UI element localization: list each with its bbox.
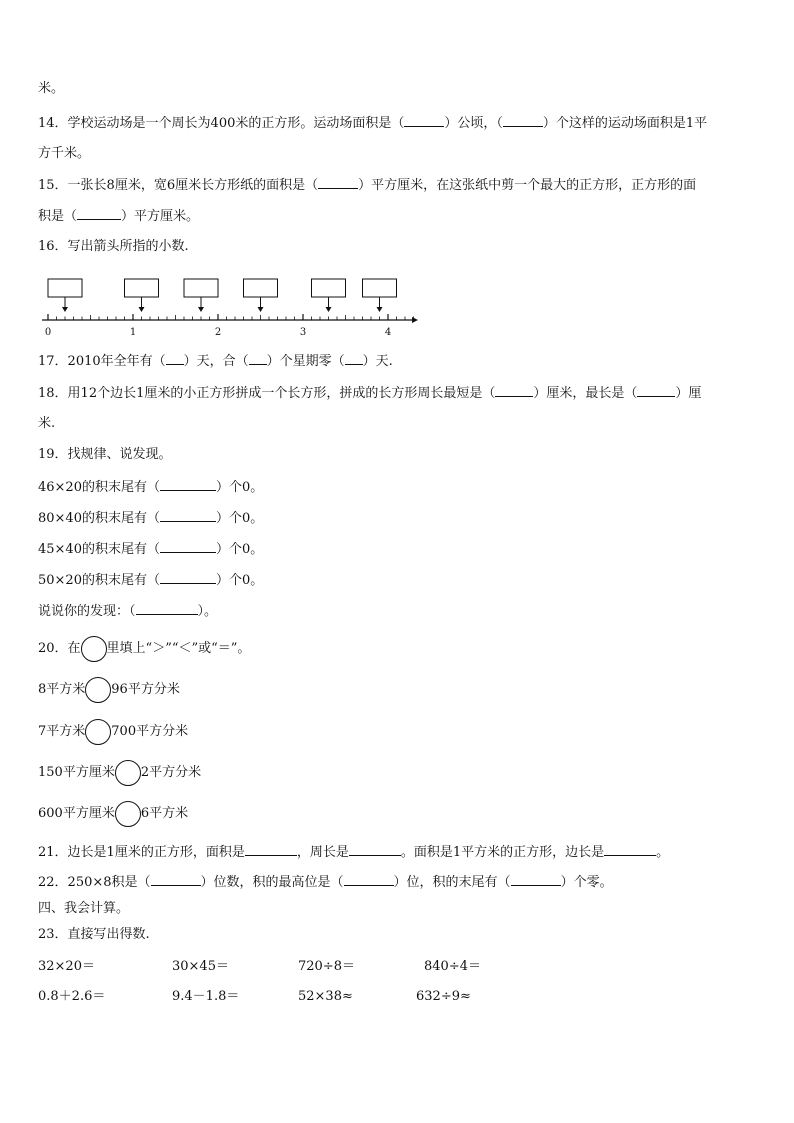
question-17: 17．2010年全年有（ ）天，合（ ）个星期零（ ）天. [38,354,393,369]
answer-blank[interactable] [404,114,444,127]
answer-blank[interactable] [245,843,297,856]
question-23: 23．直接写出得数. [38,927,150,942]
compare-row-3: 150平方厘米 2平方分米 [38,764,201,782]
tick-label: 2 [214,327,222,338]
question-14-cont: 方千米。 [38,146,91,161]
answer-blank[interactable] [318,176,358,189]
tick-labels [45,327,391,338]
answer-blank[interactable] [349,843,401,856]
number-line-figure [40,272,420,340]
tick-marks [48,314,414,320]
answer-box-with-arrow[interactable] [312,279,346,312]
answer-blank[interactable] [160,509,216,522]
tick-label: 3 [299,327,307,338]
answer-blank[interactable] [136,602,198,615]
question-19-row-4: 50×20的积末尾有（ ）个0。 [38,573,264,588]
question-14: 14．学校运动场是一个周长为400米的正方形。运动场面积是（ ）公顷，（ ）个这样的运动场面积是1平 [38,116,708,131]
question-19: 19．找规律、说发现。 [38,447,172,462]
question-15-cont: 积是（ ）平方厘米。 [38,209,200,224]
question-16: 16．写出箭头所指的小数. [38,239,189,254]
answer-box [244,279,278,297]
question-19-row-2: 80×40的积末尾有（ ）个0。 [38,511,264,526]
answer-blank[interactable] [160,571,216,584]
calc-item: 52×38≈ [298,989,353,1004]
compare-circle[interactable] [81,636,107,662]
arrow-down-icon [62,307,68,312]
tick-label: 4 [384,327,392,338]
compare-circle[interactable] [115,760,141,786]
compare-row-2: 7平方米 700平方分米 [38,723,188,741]
answer-blank[interactable] [511,873,561,886]
compare-circle[interactable] [115,801,141,827]
answer-blank[interactable] [249,352,267,365]
question-19-row-3: 45×40的积末尾有（ ）个0。 [38,542,264,557]
answer-blank[interactable] [637,384,675,397]
answer-box [125,279,159,297]
calc-item: 632÷9≈ [416,989,471,1004]
answer-blank[interactable] [604,843,656,856]
calc-item: 9.4－1.8＝ [172,989,240,1004]
answer-blank[interactable] [166,352,184,365]
arrow-down-icon [326,307,332,312]
answer-blank[interactable] [77,207,121,220]
compare-row-1: 8平方米 96平方分米 [38,681,180,699]
question-21: 21．边长是1厘米的正方形，面积是 ，周长是 。面积是1平方米的正方形，边长是 。 [38,845,670,860]
answer-blank[interactable] [160,540,216,553]
answer-blank[interactable] [160,478,216,491]
answer-blank[interactable] [151,873,201,886]
calc-item: 840÷4＝ [424,959,481,974]
answer-box [312,279,346,297]
answer-blank[interactable] [345,352,363,365]
answer-blank[interactable] [495,384,533,397]
answer-box-with-arrow[interactable] [184,279,218,312]
calc-item: 0.8＋2.6＝ [38,989,106,1004]
calc-item: 32×20＝ [38,959,95,974]
question-22: 22．250×8积是（ ）位数，积的最高位是（ ）位，积的末尾有（ ）个零。 [38,875,613,890]
answer-boxes [48,279,397,312]
axis-arrowhead [412,317,418,323]
answer-box-with-arrow[interactable] [125,279,159,312]
answer-box [48,279,82,297]
tick-label: 1 [129,327,137,338]
answer-blank[interactable] [344,873,394,886]
compare-row-4: 600平方厘米 6平方米 [38,805,188,823]
question-15: 15．一张长8厘米，宽6厘米长方形纸的面积是（ ）平方厘米，在这张纸中剪一个最大的正方形，正方形的面 [38,178,697,193]
question-20: 20．在 里填上“＞”“＜”或“＝”。 [38,640,250,658]
arrow-down-icon [139,307,145,312]
calc-item: 30×45＝ [172,959,229,974]
compare-circle[interactable] [85,719,111,745]
arrow-down-icon [198,307,204,312]
answer-blank[interactable] [503,114,543,127]
answer-box [363,279,397,297]
answer-box-with-arrow[interactable] [244,279,278,312]
compare-circle[interactable] [85,677,111,703]
answer-box [184,279,218,297]
question-19-summary: 说说你的发现：（ ）。 [38,604,218,619]
arrow-down-icon [258,307,264,312]
answer-box-with-arrow[interactable] [363,279,397,312]
calc-item: 720÷8＝ [298,959,355,974]
answer-box-with-arrow[interactable] [48,279,82,312]
question-18: 18．用12个边长1厘米的小正方形拼成一个长方形，拼成的长方形周长最短是（ ）厘米，最长是（ ）厘 [38,386,702,401]
arrow-down-icon [377,307,383,312]
tick-label: 0 [44,327,52,338]
question-19-row-1: 46×20的积末尾有（ ）个0。 [38,480,264,495]
section-heading: 四、我会计算。 [38,901,130,916]
continuation-text: 米。 [38,81,65,96]
question-18-cont: 米. [38,416,56,431]
